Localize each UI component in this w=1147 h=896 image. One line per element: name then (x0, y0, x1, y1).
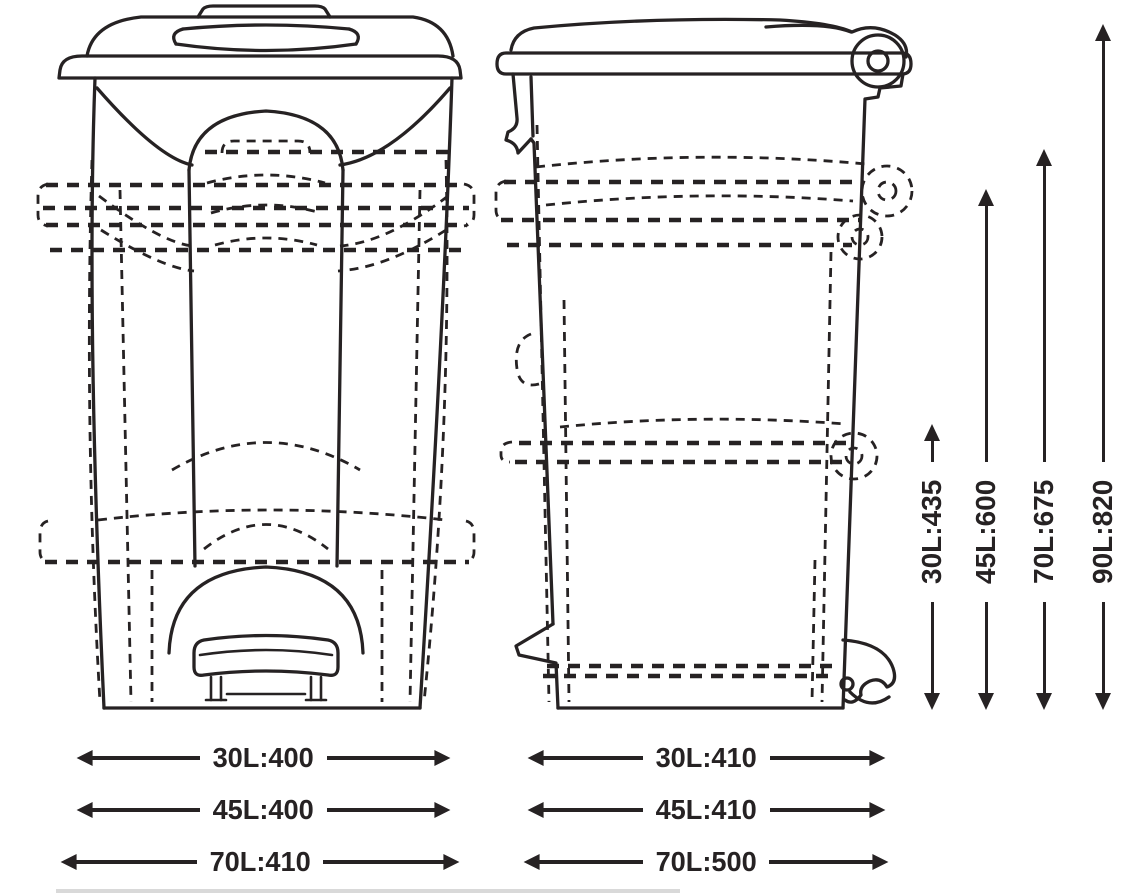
arrow-right-icon (327, 808, 443, 812)
arrow-left-icon (68, 860, 197, 864)
dimension-front-width-45l (84, 795, 443, 825)
dimension-label: 45L:600 (970, 479, 1001, 585)
arrow-left-icon (535, 808, 643, 812)
dimension-label: 70L:410 (209, 846, 311, 877)
front-view-drawing (59, 6, 461, 708)
arrow-right-icon (770, 756, 878, 760)
dimension-label: 30L:400 (212, 742, 315, 773)
arrow-left-icon (84, 756, 200, 760)
dimension-label: 30L:410 (655, 742, 758, 773)
dimension-side-depth-70l (531, 847, 881, 877)
bottom-divider (56, 889, 680, 893)
arrow-up-icon (924, 424, 940, 441)
arrow-right-icon (770, 808, 878, 812)
arrow-down-icon (978, 693, 994, 710)
arrow-down-icon (924, 693, 940, 710)
front-view-size-overlay-lines (43, 152, 469, 562)
side-view-size-overlay-lines (501, 182, 860, 676)
dimension-label: 45L:400 (212, 794, 315, 825)
dimension-front-width-30l (84, 743, 443, 773)
dimension-front-width-70l (68, 847, 452, 877)
arrow-left-icon (84, 808, 200, 812)
arrow-down-icon (1095, 693, 1111, 710)
arrow-left-icon (535, 756, 643, 760)
dimension-label: 45L:410 (655, 794, 758, 825)
dimension-label: 70L:675 (1028, 479, 1059, 585)
arrow-up-icon (1095, 24, 1111, 41)
dimension-label: 30L:435 (916, 479, 947, 585)
arrow-down-icon (1036, 693, 1052, 710)
arrow-up-icon (1036, 149, 1052, 166)
arrow-right-icon (323, 860, 452, 864)
arrow-up-icon (978, 189, 994, 206)
dimension-label: 70L:500 (655, 846, 757, 877)
arrow-right-icon (327, 756, 443, 760)
arrow-right-icon (769, 860, 881, 864)
side-view-drawing (497, 19, 911, 708)
dimension-side-depth-30l (535, 743, 878, 773)
dimension-label: 90L:820 (1087, 479, 1118, 585)
dimension-side-depth-45l (535, 795, 878, 825)
arrow-left-icon (531, 860, 643, 864)
side-view-nested-size-outlines (496, 125, 912, 702)
